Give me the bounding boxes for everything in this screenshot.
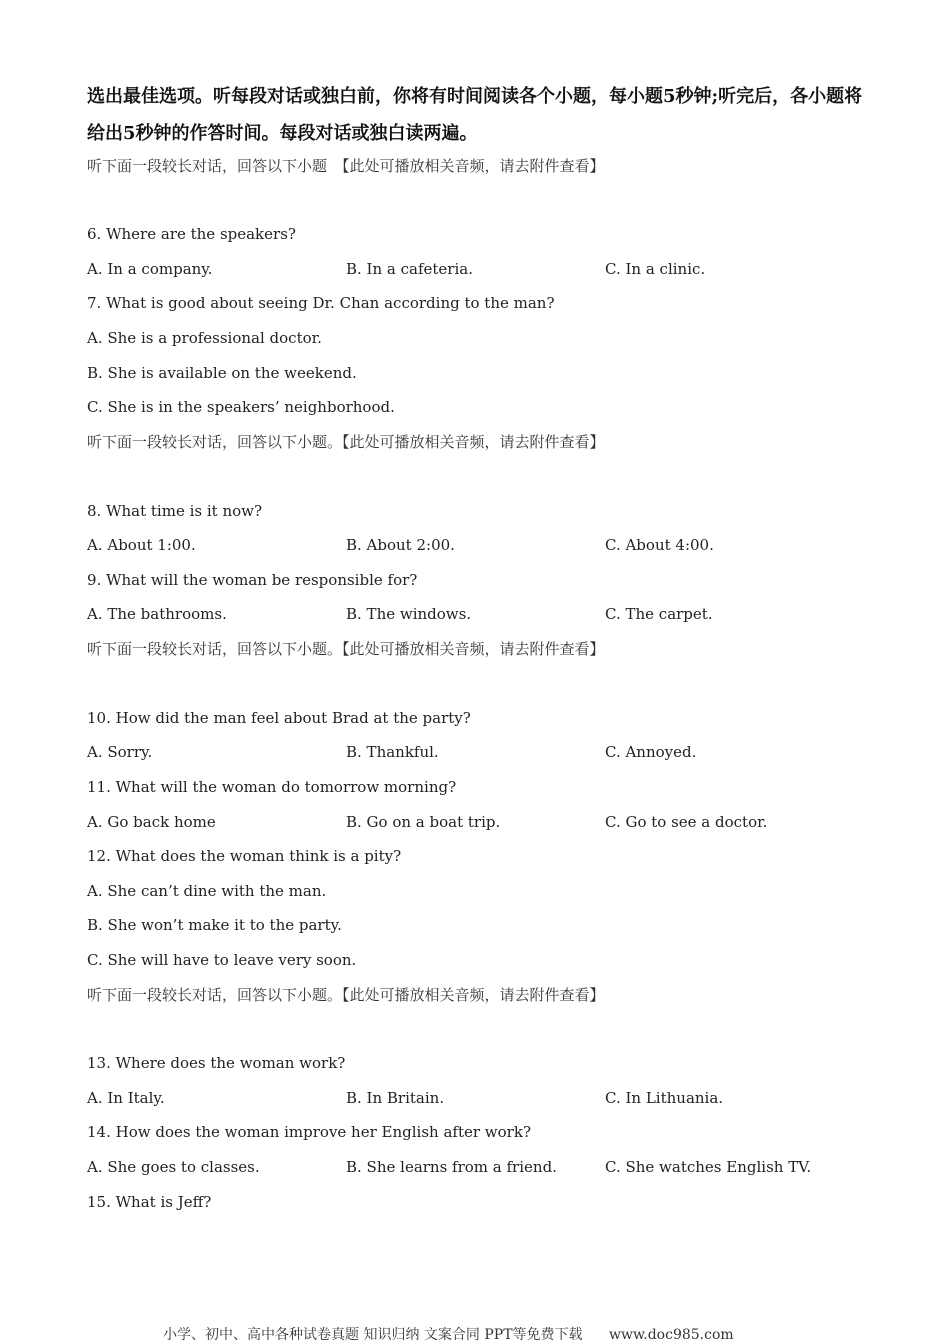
option-a: A. Go back home xyxy=(87,813,216,831)
option-a: A. About 1:00. xyxy=(87,536,196,554)
option-c: C. She watches English TV. xyxy=(605,1158,812,1176)
option-c: C. She will have to leave very soon. xyxy=(87,951,357,969)
section-instruction: 听下面一段较长对话，回答以下小题 【此处可播放相关音频，请去附件查看】 xyxy=(87,157,605,175)
option-b: B. Go on a boat trip. xyxy=(346,813,501,831)
question-text: 6. Where are the speakers? xyxy=(87,225,296,243)
option-b: B. She is available on the weekend. xyxy=(87,364,357,382)
option-b: B. In Britain. xyxy=(346,1089,445,1107)
question-text: 12. What does the woman think is a pity? xyxy=(87,847,402,865)
option-c: C. In a clinic. xyxy=(605,260,706,278)
question-text: 8. What time is it now? xyxy=(87,502,263,520)
instructions-heading: 选出最佳选项。听每段对话或独白前，你将有时间阅读各个小题，每小题5秒钟;听完后，各小题将给出5秒钟的作答时间。每段对话或独白读两遍。 xyxy=(87,86,863,144)
option-a: A. She goes to classes. xyxy=(87,1158,260,1176)
question-text: 14. How does the woman improve her English after work? xyxy=(87,1123,531,1141)
footer-text: 小学、初中、高中各种试卷真题 知识归纳 文案合同 PPT等免费下载 xyxy=(163,1327,583,1343)
question-text: 10. How did the man feel about Brad at the party? xyxy=(87,709,471,727)
option-c: C. In Lithuania. xyxy=(605,1089,724,1107)
option-c: C. Annoyed. xyxy=(605,743,697,761)
option-b: B. About 2:00. xyxy=(346,536,455,554)
option-b: B. Thankful. xyxy=(346,743,439,761)
option-b: B. She learns from a friend. xyxy=(346,1158,557,1176)
option-c: C. The carpet. xyxy=(605,605,713,623)
question-text: 15. What is Jeff? xyxy=(87,1193,212,1211)
question-text: 11. What will the woman do tomorrow morning? xyxy=(87,778,457,796)
option-b: B. She won’t make it to the party. xyxy=(87,916,342,934)
option-b: B. In a cafeteria. xyxy=(346,260,473,278)
option-a: A. In a company. xyxy=(87,260,213,278)
option-c: C. She is in the speakers’ neighborhood. xyxy=(87,398,395,416)
question-text: 7. What is good about seeing Dr. Chan according to the man? xyxy=(87,294,555,312)
section-instruction: 听下面一段较长对话，回答以下小题。【此处可播放相关音频，请去附件查看】 xyxy=(87,986,605,1004)
option-a: A. She can’t dine with the man. xyxy=(87,882,327,900)
footer-site-link[interactable]: www.doc985.com xyxy=(608,1327,734,1343)
option-a: A. She is a professional doctor. xyxy=(87,329,322,347)
question-text: 13. Where does the woman work? xyxy=(87,1054,346,1072)
option-b: B. The windows. xyxy=(346,605,472,623)
option-c: C. About 4:00. xyxy=(605,536,714,554)
option-c: C. Go to see a doctor. xyxy=(605,813,768,831)
question-text: 9. What will the woman be responsible for? xyxy=(87,571,418,589)
section-instruction: 听下面一段较长对话，回答以下小题。【此处可播放相关音频，请去附件查看】 xyxy=(87,640,605,658)
option-a: A. In Italy. xyxy=(87,1089,165,1107)
page-footer xyxy=(163,1324,734,1344)
option-a: A. Sorry. xyxy=(87,743,153,761)
option-a: A. The bathrooms. xyxy=(87,605,227,623)
section-instruction: 听下面一段较长对话，回答以下小题。【此处可播放相关音频，请去附件查看】 xyxy=(87,433,605,451)
